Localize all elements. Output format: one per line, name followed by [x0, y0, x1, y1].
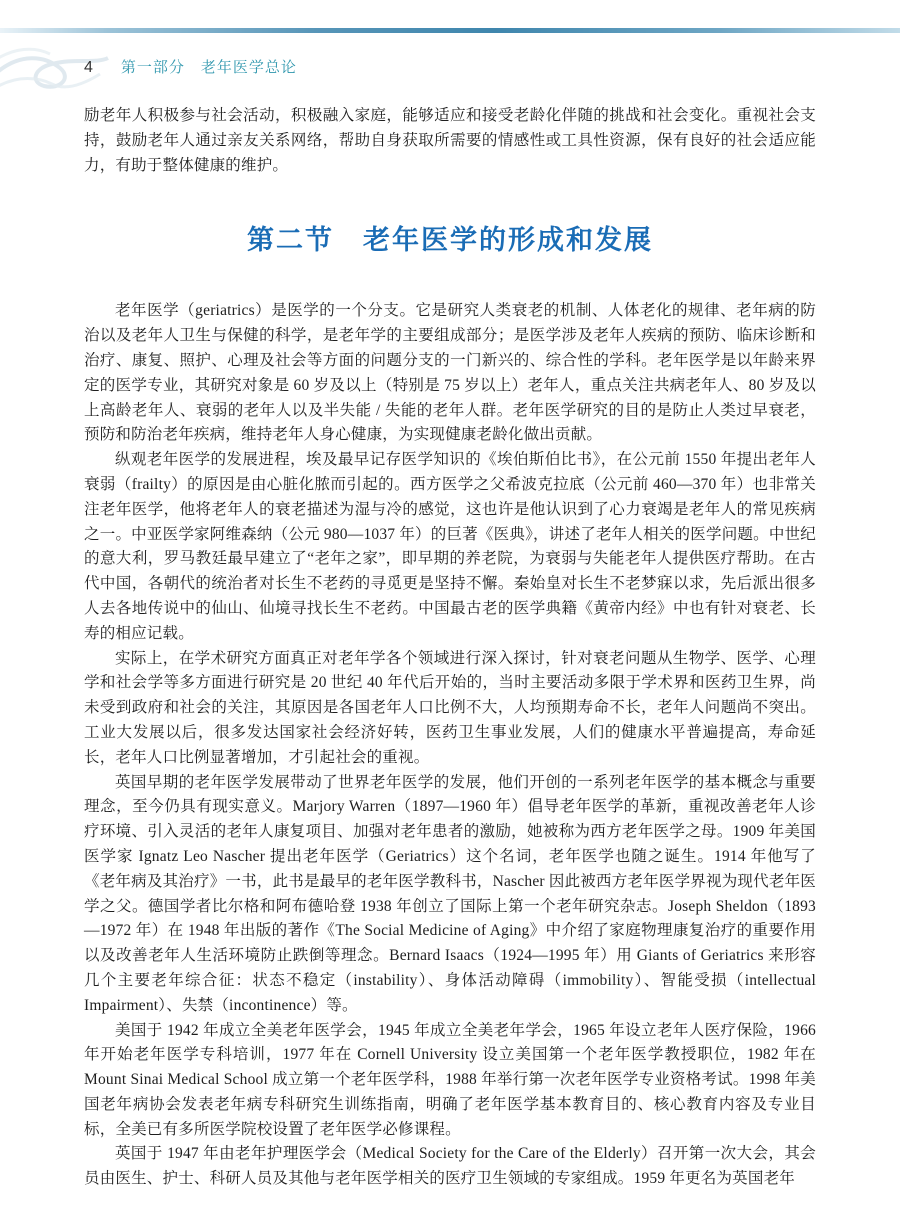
body-paragraph-5: 美国于 1942 年成立全美老年医学会，1945 年成立全美老年学会，1965 年设立老年人医疗保险，1966 年开始老年医学专科培训，1977 年在 Cornell University 设立美国第一个老年医学教授职位，1982 年在 Mount Sinai Medical School 成立第一个老年医学科，1988 年举行第一次老年医学专业资格考试。1998 年美国老年病协会发表老年病专科研究生训练指南，明确了老年医学基本教育目的、核心教育内容及专业目标，全美已有多所医学院校设置了老年医学必修课程。	[84, 1021, 816, 1138]
part-title: 第一部分 老年医学总论	[120, 59, 297, 76]
page-header	[84, 56, 816, 77]
intro-paragraph: 励老年人积极参与社会活动，积极融入家庭，能够适应和接受老龄化伴随的挑战和社会变化。重视社会支持，鼓励老年人通过亲友关系网络，帮助自身获取所需要的情感性或工具性资源，保有良好的社会适应能力，有助于整体健康的维护。	[84, 107, 816, 174]
section-title: 第二节 老年医学的形成和发展	[247, 225, 653, 256]
body-paragraph-1: 老年医学（geriatrics）是医学的一个分支。它是研究人类衰老的机制、人体老化的规律、老年病的防治以及老年人卫生与保健的科学，是老年学的主要组成部分；是医学涉及老年人疾病的预防、临床诊断和治疗、康复、照护、心理及社会等方面的问题分支的一门新兴的、综合性的学科。老年医学是以年龄来界定的医学专业，其研究对象是 60 岁及以上（特别是 75 岁以上）老年人，重点关注共病老年人、80 岁及以上高龄老年人、衰弱的老年人以及半失能 / 失能的老年人群。老年医学研究的目的是防止人类过早衰老，预防和防治老年疾病，维持老年人身心健康，为实现健康老龄化做出贡献。	[84, 302, 816, 444]
body-paragraph-2: 纵观老年医学的发展进程，埃及最早记存医学知识的《埃伯斯伯比书》，在公元前 1550 年提出老年人衰弱（frailty）的原因是由心脏化脓而引起的。西方医学之父希波克拉底（公元前 460—370 年）也非常关注老年医学，他将老年人的衰老描述为湿与冷的感觉，这也许是他认识到了心力衰竭是老年人的常见疾病之一。中亚医学家阿维森纳（公元 980—1037 年）的巨著《医典》，讲述了老年人相关的医学问题。中世纪的意大利，罗马教廷最早建立了“老年之家”，即早期的养老院，为衰弱与失能老年人提供医疗帮助。在古代中国，各朝代的统治者对长生不老药的寻觅更是坚持不懈。秦始皇对长生不老梦寐以求，先后派出很多人去各地传说中的仙山、仙境寻找长生不老药。中国最古老的医学典籍《黄帝内经》中也有针对衰老、长寿的相应记载。	[84, 451, 816, 642]
page-content	[84, 104, 816, 1192]
page-number: 4	[84, 59, 93, 76]
top-gradient-bar	[0, 28, 900, 33]
body-paragraph-4: 英国早期的老年医学发展带动了世界老年医学的发展，他们开创的一系列老年医学的基本概念与重要理念，至今仍具有现实意义。Marjory Warren（1897—1960 年）倡导老年医学的革新，重视改善老年人诊疗环境、引入灵活的老年人康复项目、加强对老年患者的激励，她被称为西方老年医学之母。1909 年美国医学家 Ignatz Leo Nascher 提出老年医学（Geriatrics）这个名词，老年医学也随之诞生。1914 年他写了《老年病及其治疗》一书，此书是最早的老年医学教科书，Nascher 因此被西方老年医学界视为现代老年医学之父。德国学者比尔格和阿布德哈登 1938 年创立了国际上第一个老年研究杂志。Joseph Sheldon（1893—1972 年）在 1948 年出版的著作《The Social Medicine of Aging》中介绍了家庭物理康复治疗的重要作用以及改善老年人生活环境防止跌倒等理念。Bernard Isaacs（1924—1995 年）用 Giants of Geriatrics 来形容几个主要老年综合征：状态不稳定（instability）、身体活动障碍（immobility）、智能受损（intellectual Impairment）、失禁（incontinence）等。	[84, 773, 816, 1014]
body-paragraph-6: 英国于 1947 年由老年护理医学会（Medical Society for the Care of the Elderly）召开第一次大会，其会员由医生、护士、科研人员及其他与老年医学相关的医疗卫生领域的专家组成。1959 年更名为英国老年	[84, 1145, 816, 1188]
body-paragraph-3: 实际上，在学术研究方面真正对老年学各个领域进行深入探讨，针对衰老问题从生物学、医学、心理学和社会学等多方面进行研究是 20 世纪 40 年代后开始的，当时主要活动多限于学术界和医药卫生界，尚未受到政府和社会的关注，其原因是各国老年人口比例不大，人均预期寿命不长，老年人问题尚不突出。工业大发展以后，很多发达国家社会经济好转，医药卫生事业发展，人们的健康水平普遍提高，寿命延长，老年人口比例显著增加，才引起社会的重视。	[84, 649, 816, 766]
